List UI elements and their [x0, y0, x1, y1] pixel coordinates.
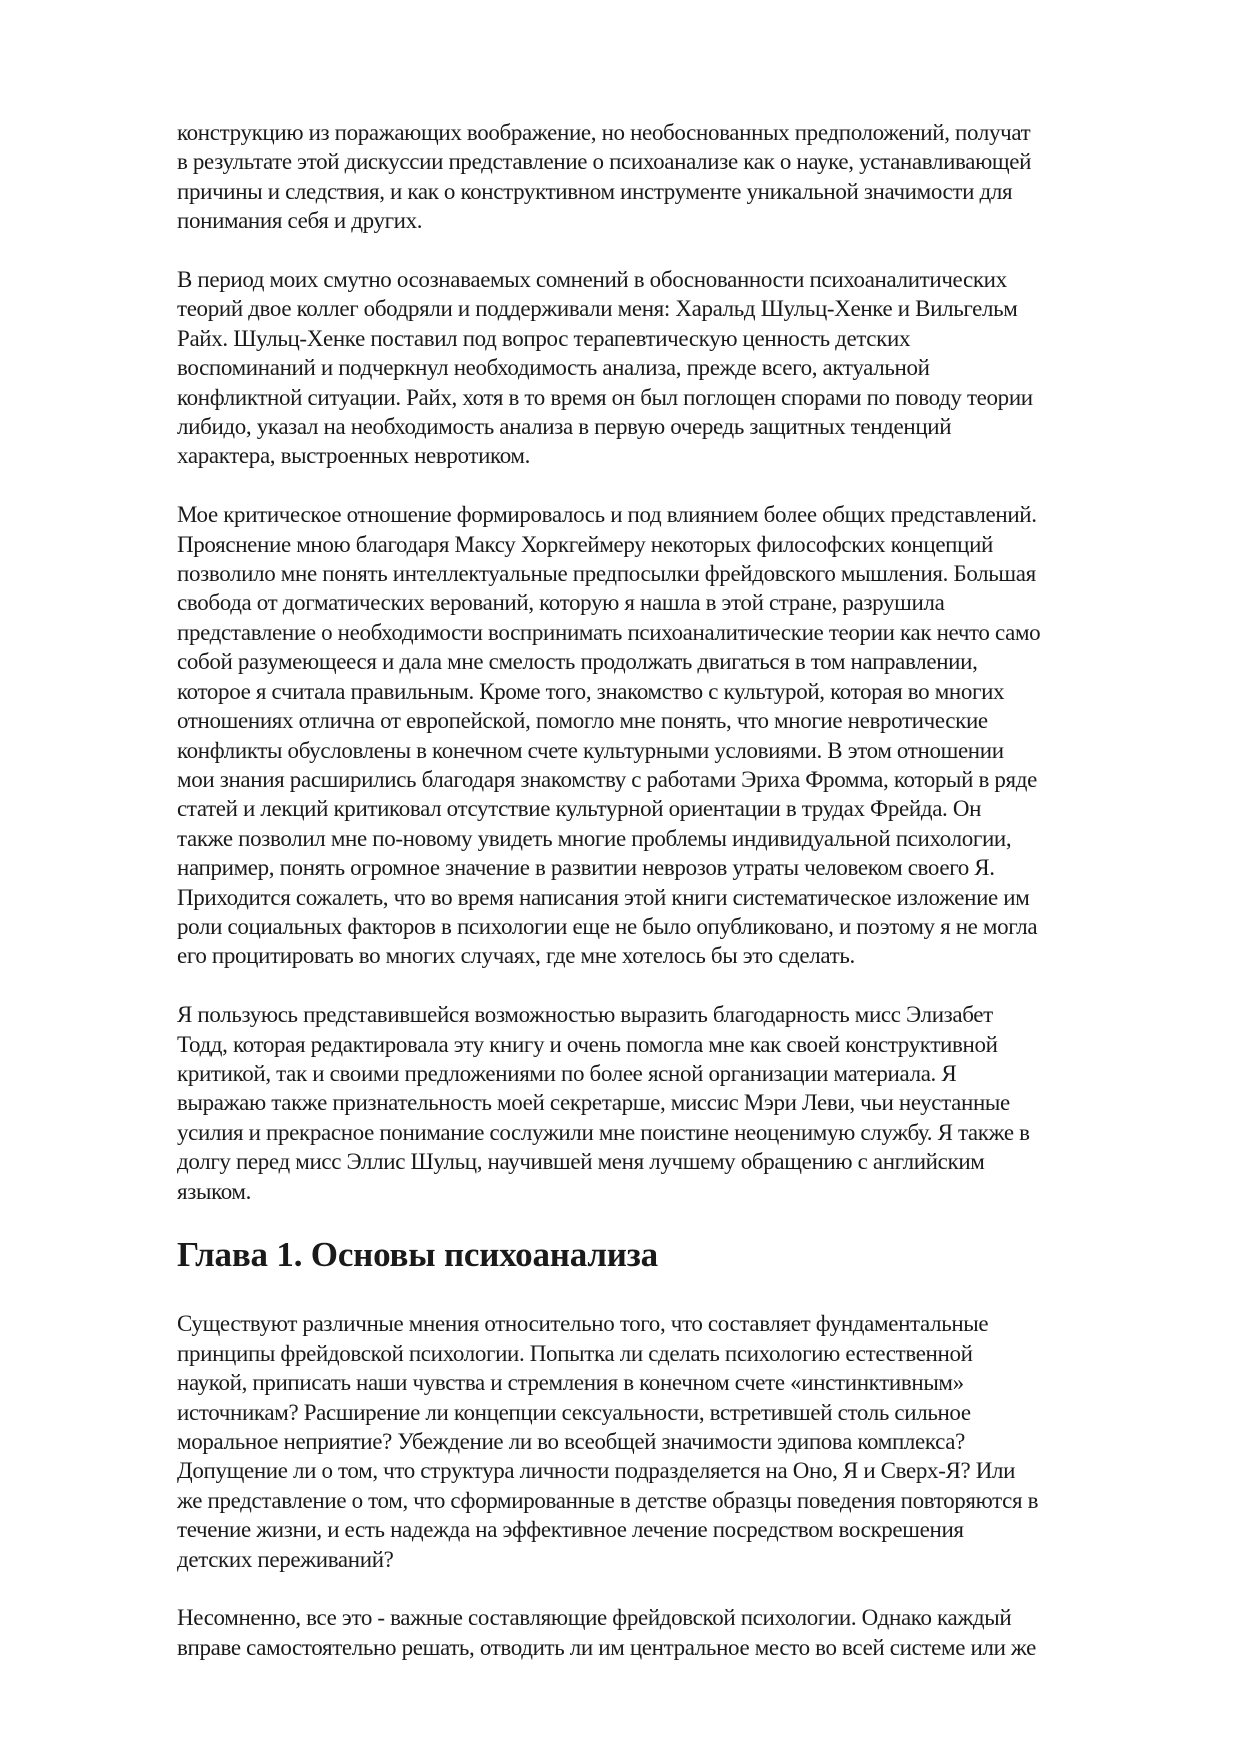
- text-line: языком.: [177, 1178, 252, 1204]
- text-column: [177, 118, 1167, 1692]
- text-line: источникам? Расширение ли концепции сексуальности, встретившей столь сильное: [177, 1399, 971, 1425]
- text-line: Райх. Шульц-Хенке поставил под вопрос терапевтическую ценность детских: [177, 325, 911, 351]
- text-line: характера, выстроенных невротиком.: [177, 443, 531, 469]
- text-line: которое я считала правильным. Кроме того, знакомство с культурой, которая во многих: [177, 678, 1005, 704]
- text-line: Мое критическое отношение формировалось и под влиянием более общих представлений.: [177, 502, 1037, 528]
- text-line: наукой, приписать наши чувства и стремления в конечном счете «инстинктивным»: [177, 1370, 964, 1396]
- text-line: Прояснение мною благодаря Максу Хоркгеймеру некоторых философских концепций: [177, 531, 994, 557]
- text-line: моральное неприятие? Убеждение ли во всеобщей значимости эдипова комплекса?: [177, 1429, 966, 1454]
- text-line: течение жизни, и есть надежда на эффективное лечение посредством воскрешения: [177, 1517, 964, 1543]
- text-line: же представление о том, что сформированные в детстве образцы поведения повторяются в: [177, 1487, 1039, 1513]
- text-line: свобода от догматических верований, которую я нашла в этой стране, разрушила: [177, 590, 945, 616]
- text-line: статей и лекций критиковал отсутствие культурной ориентации в трудах Фрейда. Он: [177, 796, 982, 822]
- text-line: Тодд, которая редактировала эту книгу и очень помогла мне как своей конструктивной: [177, 1031, 998, 1057]
- text-line: В период моих смутно осознаваемых сомнений в обоснованности психоаналитических: [177, 267, 1007, 293]
- text-line: конфликты обусловлены в конечном счете культурными условиями. В этом отношении: [177, 737, 1004, 763]
- paragraph: [177, 118, 1167, 236]
- paragraph: [177, 265, 1167, 471]
- text-line: понимания себя и других.: [177, 208, 423, 234]
- text-line: либидо, указал на необходимость анализа в первую очередь защитных тенденций: [177, 414, 952, 440]
- text-line: представление о необходимости воспринимать психоаналитические теории как нечто само: [177, 619, 1041, 645]
- paragraph: [177, 1000, 1167, 1206]
- text-line: Несомненно, все это - важные составляющие фрейдовской психологии. Однако каждый: [177, 1605, 1012, 1631]
- text-line: детских переживаний?: [177, 1546, 394, 1572]
- paragraph: [177, 1309, 1167, 1574]
- text-line: также позволил мне по-новому увидеть многие проблемы индивидуальной психологии,: [177, 825, 1012, 851]
- text-line: роли социальных факторов в психологии еще не было опубликовано, и поэтому я не могла: [177, 913, 1038, 939]
- text-line: Я пользуюсь представившейся возможностью выразить благодарность мисс Элизабет: [177, 1002, 993, 1028]
- text-line: принципы фрейдовской психологии. Попытка ли сделать психологию естественной: [177, 1340, 973, 1366]
- text-line: причины и следствия, и как о конструктивном инструменте уникальной значимости для: [177, 178, 1013, 204]
- text-line: например, понять огромное значение в развитии неврозов утраты человеком своего Я.: [177, 855, 995, 881]
- text-line: усилия и прекрасное понимание сослужили мне поистине неоценимую службу. Я также в: [177, 1119, 1030, 1145]
- text-line: Допущение ли о том, что структура личности подразделяется на Оно, Я и Сверх-Я? Или: [177, 1458, 1016, 1484]
- text-line: отношениях отлична от европейской, помогло мне понять, что многие невротические: [177, 708, 988, 734]
- text-line: его процитировать во многих случаях, где мне хотелось бы это сделать.: [177, 943, 855, 969]
- text-line: собой разумеющееся и дала мне смелость продолжать двигаться в том направлении,: [177, 649, 978, 675]
- text-line: конструкцию из поражающих воображение, но необоснованных предположений, получат: [177, 120, 1031, 145]
- text-line: Существуют различные мнения относительно того, что составляет фундаментальные: [177, 1311, 989, 1337]
- text-line: выражаю также признательность моей секретарше, миссис Мэри Леви, чьи неустанные: [177, 1090, 1010, 1116]
- text-line: вправе самостоятельно решать, отводить ли им центральное место во всей системе или же: [177, 1634, 1037, 1660]
- text-line: долгу перед мисс Эллис Шульц, научившей меня лучшему обращению с английским: [177, 1149, 985, 1175]
- text-line: позволило мне понять интеллектуальные предпосылки фрейдовского мышления. Большая: [177, 561, 1036, 587]
- text-line: конфликтной ситуации. Райх, хотя в то время он был поглощен спорами по поводу теории: [177, 384, 1033, 410]
- text-line: воспоминаний и подчеркнул необходимость анализа, прежде всего, актуальной: [177, 355, 930, 381]
- text-line: в результате этой дискуссии представление о психоанализе как о науке, устанавливающей: [177, 149, 1032, 175]
- text-line: Приходится сожалеть, что во время написания этой книги систематическое изложение им: [177, 884, 1030, 910]
- text-line: критикой, так и своими предложениями по более ясной организации материала. Я: [177, 1060, 957, 1086]
- text-line: мои знания расширились благодаря знакомству с работами Эриха Фромма, который в ряде: [177, 766, 1037, 792]
- text-line: теорий двое коллег ободряли и поддерживали меня: Харальд Шульц-Хенке и Вильгельм: [177, 296, 1018, 322]
- paragraph: [177, 500, 1167, 971]
- chapter-heading: Глава 1. Основы психоанализа: [177, 1235, 658, 1275]
- paragraph: [177, 1603, 1167, 1662]
